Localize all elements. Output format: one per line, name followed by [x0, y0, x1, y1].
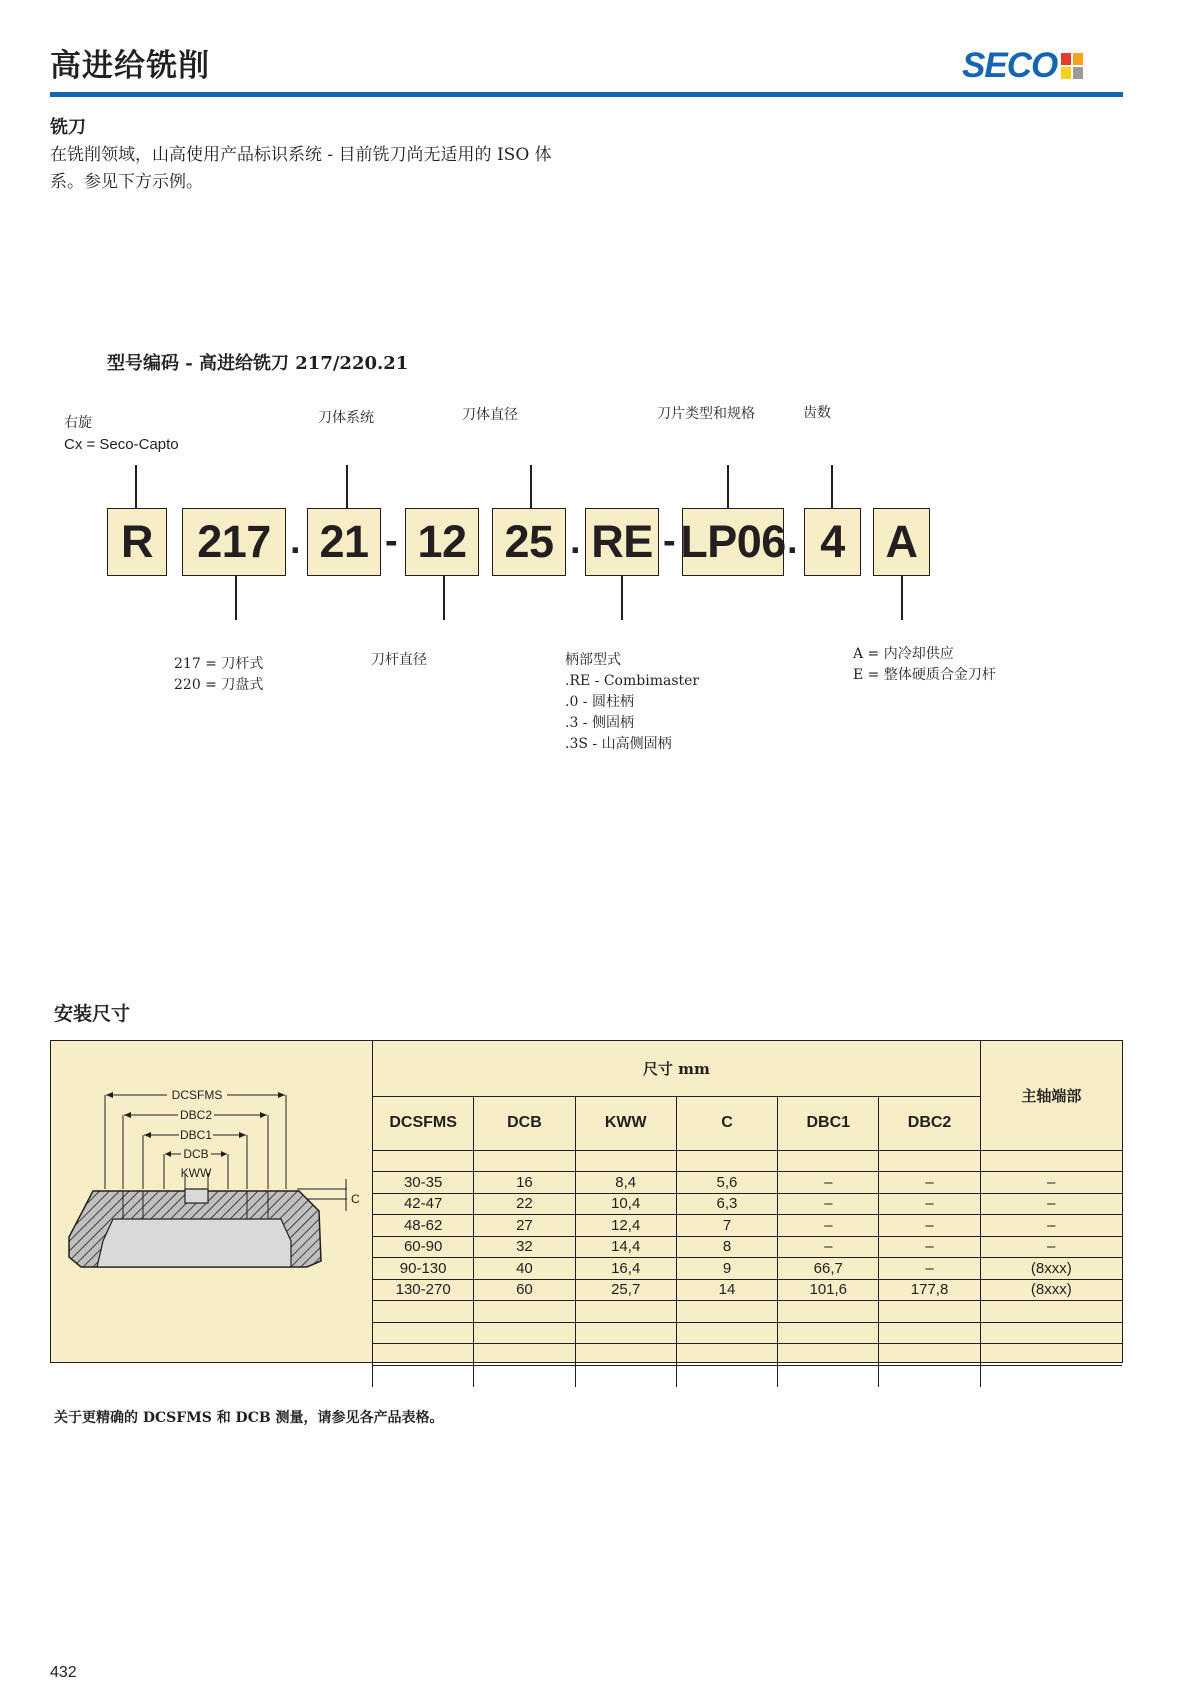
table-cell: 8,4: [575, 1172, 676, 1194]
code-box-shank-diameter: 12: [405, 508, 479, 576]
table-cell: 90-130: [373, 1258, 474, 1280]
label-body-system: 刀体系统: [318, 410, 374, 426]
table-cell: 130-270: [373, 1279, 474, 1301]
label-coolant: [853, 644, 996, 686]
code-box-coolant: A: [873, 508, 930, 576]
dim-label-dcsfms: DCSFMS: [171, 1088, 223, 1102]
table-cell: –: [879, 1258, 980, 1280]
code-box-insert: LP06: [682, 508, 784, 576]
table-cell: 14,4: [575, 1236, 676, 1258]
label-tool-style: [174, 654, 263, 696]
seco-logo: [962, 46, 1083, 86]
table-cell: 60-90: [373, 1236, 474, 1258]
table-cell: 8: [676, 1236, 777, 1258]
table-row: [373, 1322, 1123, 1344]
table-cell: –: [879, 1215, 980, 1237]
dim-label-c: C: [351, 1192, 360, 1206]
logo-mark-icon: [1061, 53, 1083, 79]
table-cell: –: [778, 1236, 879, 1258]
table-cell: –: [778, 1172, 879, 1194]
col-header-dcb: DCB: [474, 1096, 575, 1150]
label-hand-2: Cx = Seco-Capto: [64, 436, 179, 453]
table-cell: –: [879, 1193, 980, 1215]
connector-line: [235, 576, 237, 620]
dim-label-dbc1: DBC1: [179, 1128, 213, 1142]
table-cell: –: [980, 1215, 1122, 1237]
code-diagram-title: 型号编码 - 高进给铣刀 217/220.21: [107, 353, 409, 374]
table-cell: (8xxx): [980, 1279, 1122, 1301]
logo-text: SECO: [962, 46, 1058, 85]
connector-line: [530, 465, 532, 508]
table-cell: 42-47: [373, 1193, 474, 1215]
label-coolant-1: A = 内冷却供应: [853, 646, 954, 662]
table-cell: 60: [474, 1279, 575, 1301]
table-cell: 66,7: [778, 1258, 879, 1280]
dim-label-kww: KWW: [180, 1166, 212, 1180]
page-number: 432: [50, 1664, 77, 1681]
intro-line-1: 在铣削领域，山高使用产品标识系统 - 目前铣刀尚无适用的 ISO 体: [50, 145, 552, 165]
col-header-c: C: [676, 1096, 777, 1150]
table-cell: 25,7: [575, 1279, 676, 1301]
page-title: 高进给铣削: [50, 48, 210, 84]
label-teeth: 齿数: [803, 405, 831, 421]
mounting-heading: 安装尺寸: [54, 1003, 131, 1025]
table-cell: –: [980, 1193, 1122, 1215]
label-shank-4: .3S - 山高侧固柄: [565, 736, 672, 752]
label-shank-title: 柄部型式: [565, 652, 621, 668]
mounting-dimensions-table: [372, 1041, 1122, 1387]
connector-line: [443, 576, 445, 620]
table-cell: (8xxx): [980, 1258, 1122, 1280]
table-cell: 6,3: [676, 1193, 777, 1215]
table-cell: 27: [474, 1215, 575, 1237]
intro-line-2: 系。参见下方示例。: [50, 172, 203, 192]
label-hand: [64, 413, 179, 455]
table-cell: 16,4: [575, 1258, 676, 1280]
table-cell: 5,6: [676, 1172, 777, 1194]
label-coolant-2: E = 整体硬质合金刀杆: [853, 667, 996, 683]
label-body-diameter: 刀体直径: [462, 407, 518, 423]
table-cell: 22: [474, 1193, 575, 1215]
table-cell: 101,6: [778, 1279, 879, 1301]
table-cell: 16: [474, 1172, 575, 1194]
label-insert-type: 刀片类型和规格: [657, 406, 755, 422]
label-shank-3: .3 - 侧固柄: [565, 715, 634, 731]
table-cell: –: [879, 1172, 980, 1194]
table-cell: –: [980, 1172, 1122, 1194]
table-row: [373, 1150, 1123, 1172]
dim-label-dcb: DCB: [183, 1147, 209, 1161]
col-header-dbc1: DBC1: [778, 1096, 879, 1150]
code-separator: .: [570, 520, 581, 562]
table-cell: –: [980, 1236, 1122, 1258]
measurement-note: 关于更精确的 DCSFMS 和 DCB 测量，请参见各产品表格。: [54, 1410, 444, 1426]
code-separator: .: [787, 520, 798, 562]
col-header-dcsfms: DCSFMS: [373, 1096, 474, 1150]
connector-line: [901, 576, 903, 620]
intro-text: [50, 142, 650, 196]
table-cell: 30-35: [373, 1172, 474, 1194]
connector-line: [621, 576, 623, 620]
code-separator: .: [290, 520, 301, 562]
connector-line: [346, 465, 348, 508]
code-box-hand: R: [107, 508, 167, 576]
table-cell: –: [778, 1215, 879, 1237]
connector-line: [727, 465, 729, 508]
unit-header: 尺寸 mm: [373, 1041, 981, 1096]
label-shank-types: [565, 650, 699, 755]
table-cell: 40: [474, 1258, 575, 1280]
label-shank-diameter: 刀杆直径: [371, 652, 427, 668]
code-separator: -: [385, 520, 398, 562]
col-header-kww: KWW: [575, 1096, 676, 1150]
table-cell: 177,8: [879, 1279, 980, 1301]
table-cell: 48-62: [373, 1215, 474, 1237]
label-hand-1: 右旋: [64, 415, 92, 431]
label-shank-2: .0 - 圆柱柄: [565, 694, 634, 710]
table-cell: 9: [676, 1258, 777, 1280]
table-cell: –: [778, 1193, 879, 1215]
table-row: [373, 1279, 1123, 1301]
table-cell: –: [879, 1236, 980, 1258]
table-row: [373, 1301, 1123, 1323]
table-row: [373, 1258, 1123, 1280]
table-row: [373, 1193, 1123, 1215]
spindle-header: 主轴端部: [980, 1041, 1122, 1150]
table-row: [373, 1344, 1123, 1366]
code-box-body-diameter: 25: [492, 508, 566, 576]
section-heading: 铣刀: [50, 117, 86, 138]
table-cell: 32: [474, 1236, 575, 1258]
code-box-teeth: 4: [804, 508, 861, 576]
code-separator: -: [663, 520, 676, 562]
table-row: [373, 1365, 1123, 1387]
dim-label-dbc2: DBC2: [179, 1108, 213, 1122]
label-style-1: 217 = 刀杆式: [174, 656, 264, 672]
connector-line: [831, 465, 833, 508]
code-box-series: 217: [182, 508, 286, 576]
code-box-body-system: 21: [307, 508, 381, 576]
code-box-shank-type: RE: [585, 508, 659, 576]
label-shank-1: .RE - Combimaster: [565, 673, 700, 689]
table-row: [373, 1236, 1123, 1258]
mounting-diagram: [51, 1041, 372, 1361]
table-cell: 12,4: [575, 1215, 676, 1237]
table-row: [373, 1215, 1123, 1237]
header-rule: [50, 92, 1123, 97]
table-cell: 14: [676, 1279, 777, 1301]
col-header-dbc2: DBC2: [879, 1096, 980, 1150]
table-cell: 10,4: [575, 1193, 676, 1215]
mounting-table-panel: [50, 1040, 1123, 1363]
label-style-2: 220 = 刀盘式: [174, 677, 264, 693]
table-cell: 7: [676, 1215, 777, 1237]
table-row: [373, 1172, 1123, 1194]
connector-line: [135, 465, 137, 508]
